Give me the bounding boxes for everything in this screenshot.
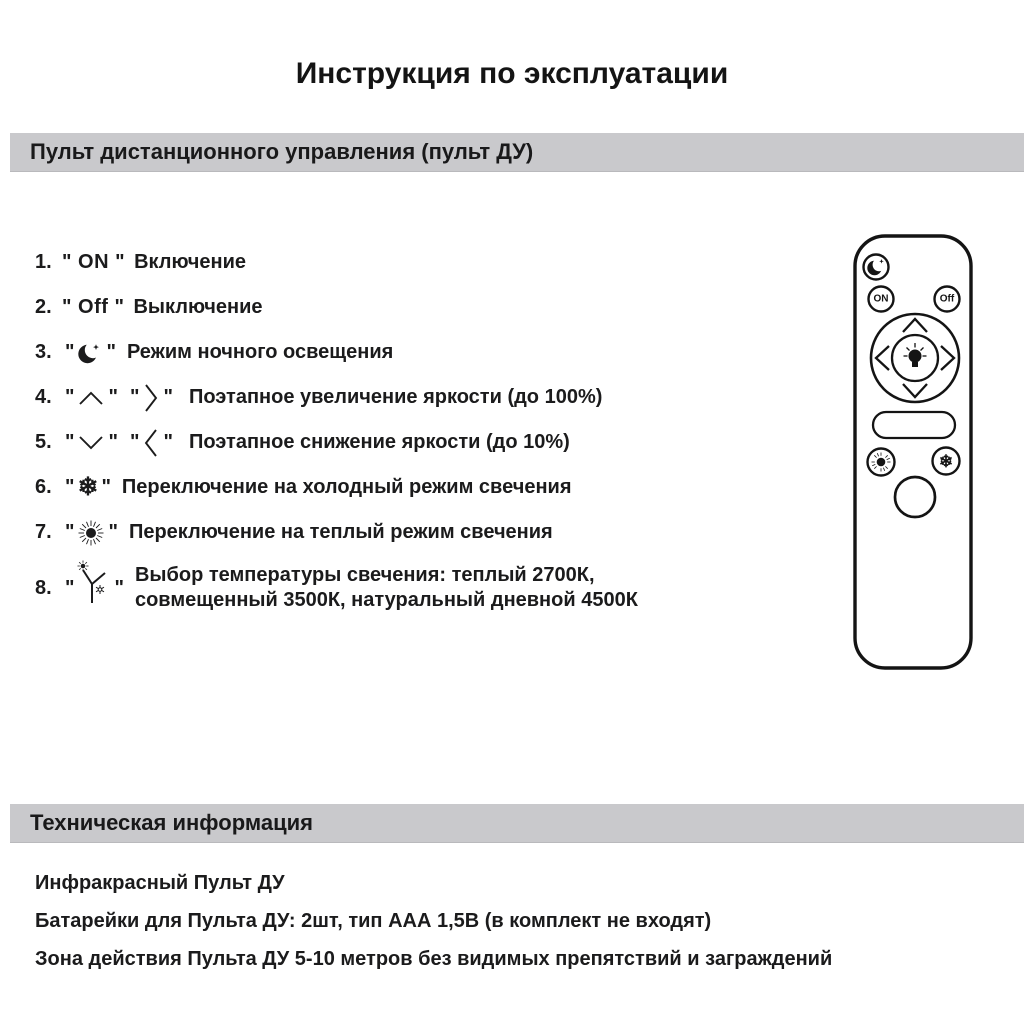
- moon-icon: [77, 340, 103, 366]
- section-header-remote: [10, 133, 1024, 172]
- sun-icon: [77, 519, 105, 547]
- item-label: Выбор температуры свечения: теплый 2700К,: [134, 564, 595, 586]
- quote-mark: ": [65, 521, 75, 543]
- item-label-block: [135, 563, 638, 613]
- instruction-item-cold-mode: [35, 473, 755, 502]
- off-button-label: Off: [939, 293, 955, 305]
- quote-mark: ": [114, 576, 124, 599]
- item-label: Поэтапное снижение яркости (до 10%): [188, 431, 570, 453]
- item-number: 2.: [35, 296, 52, 318]
- quote-mark: ": [65, 576, 75, 599]
- warm-mode-button: [868, 449, 895, 476]
- section-header-remote-label: Пульт дистанционного управления (пульт ДУ): [30, 139, 534, 164]
- temperature-select-icon: [77, 559, 111, 605]
- off-symbol: " Off ": [62, 296, 125, 318]
- remote-illustration: [851, 232, 975, 672]
- instruction-item-brightness-down: [35, 428, 755, 457]
- item-label: Переключение на холодный режим свечения: [121, 476, 572, 498]
- chevron-right-icon: [142, 381, 160, 415]
- item-number: 5.: [35, 431, 52, 453]
- item-label-line2: совмещенный 3500К, натуральный дневной 4500К: [134, 589, 638, 611]
- quote-mark: ": [129, 386, 140, 408]
- quote-mark: ": [106, 341, 116, 363]
- on-button-label: ON: [873, 293, 889, 305]
- item-number: 6.: [35, 476, 52, 498]
- sun-icon: [877, 458, 886, 467]
- chevron-down-icon: [77, 433, 105, 453]
- instruction-item-on: [35, 248, 755, 277]
- tech-line-range: Зона действия Пульта ДУ 5-10 метров без видимых препятствий и заграждений: [35, 948, 833, 970]
- tech-line-ir: Инфракрасный Пульт ДУ: [35, 872, 285, 894]
- instruction-item-off: [35, 293, 755, 322]
- item-label: Режим ночного освещения: [126, 341, 394, 363]
- quote-mark: ": [108, 386, 118, 408]
- item-number: 1.: [35, 251, 52, 273]
- quote-mark: ": [65, 476, 75, 498]
- instruction-list: [35, 248, 755, 629]
- item-number: 7.: [35, 521, 52, 543]
- section-header-tech: [10, 804, 1024, 843]
- chevron-left-icon: [142, 426, 160, 460]
- quote-mark: ": [65, 431, 75, 453]
- item-number: 3.: [35, 341, 52, 363]
- instruction-item-temperature-select: [35, 563, 755, 613]
- item-label: Поэтапное увеличение яркости (до 100%): [188, 386, 603, 408]
- item-label: Переключение на теплый режим свечения: [128, 521, 553, 543]
- page-title: Инструкция по эксплуатации: [295, 57, 729, 90]
- item-label: Выключение: [133, 296, 263, 318]
- item-label: Включение: [134, 251, 247, 273]
- snowflake-icon: ❄: [938, 452, 954, 471]
- quote-mark: ": [108, 431, 118, 453]
- item-number: 8.: [35, 576, 52, 599]
- section-header-tech-label: Техническая информация: [30, 810, 313, 835]
- quote-mark: ": [163, 431, 173, 453]
- tech-info-block: [35, 873, 832, 987]
- item-number: 4.: [35, 386, 52, 408]
- quote-mark: ": [101, 476, 111, 498]
- quote-mark: ": [129, 431, 140, 453]
- quote-mark: ": [65, 341, 75, 363]
- quote-mark: ": [163, 386, 173, 408]
- chevron-up-icon: [77, 388, 105, 408]
- quote-mark: ": [108, 521, 118, 543]
- instruction-item-brightness-up: [35, 383, 755, 412]
- quote-mark: ": [65, 386, 75, 408]
- tech-line-batteries: Батарейки для Пульта ДУ: 2шт, тип ААА 1,5В (в комплект не входят): [35, 910, 712, 932]
- snowflake-icon: ❄: [77, 473, 99, 501]
- instruction-item-warm-mode: [35, 518, 755, 547]
- instruction-item-night-mode: [35, 338, 755, 367]
- on-symbol: " ON ": [62, 251, 126, 273]
